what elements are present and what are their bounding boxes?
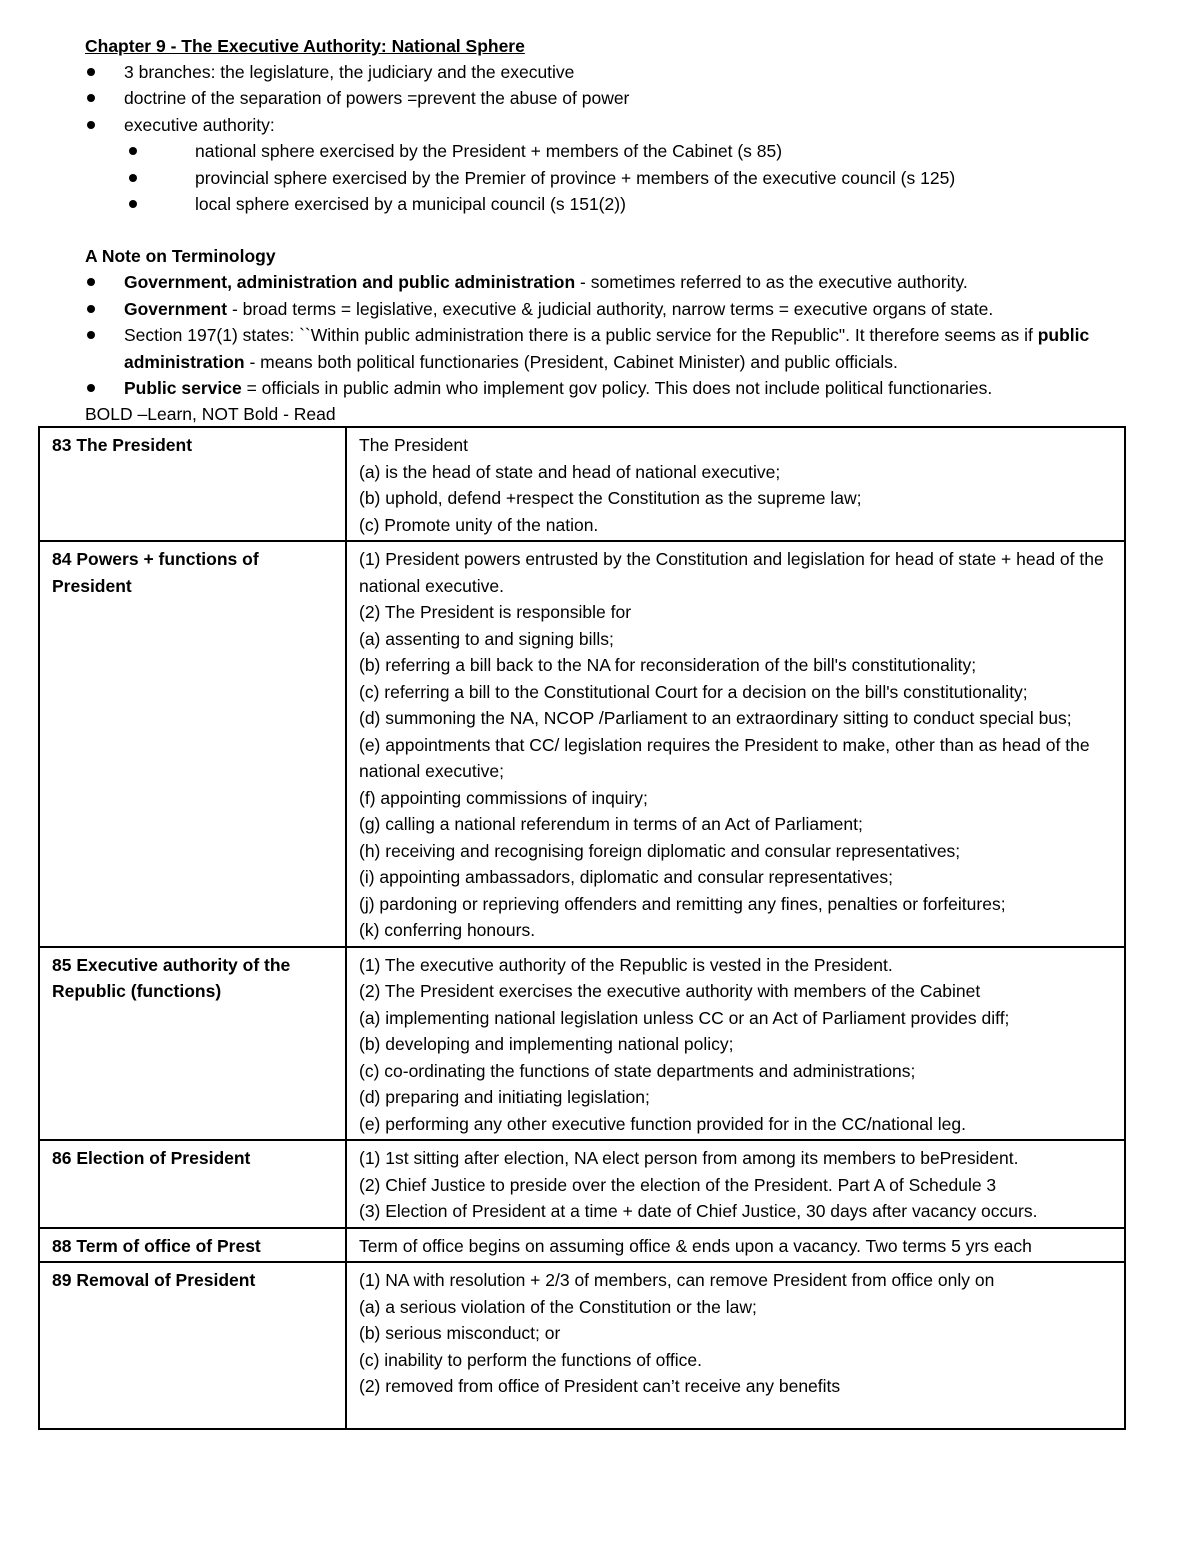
content-line: (a) is the head of state and head of national executive;	[359, 461, 781, 482]
bullet-icon	[87, 121, 95, 129]
bold-legend-note: BOLD –Learn, NOT Bold - Read	[85, 404, 336, 425]
content-line: (3) Election of President at a time + date of Chief Justice, 30 days after vacancy occurs.	[359, 1201, 1038, 1221]
terminology-heading: A Note on Terminology	[85, 246, 276, 267]
list-item: doctrine of the separation of powers =prevent the abuse of power	[85, 85, 1165, 111]
section-content-cell	[346, 541, 1125, 947]
table-row	[39, 427, 1125, 541]
content-line: (b) serious misconduct; or	[359, 1323, 561, 1343]
content-line: (h) receiving and recognising foreign diplomatic and consular representatives;	[359, 840, 961, 861]
section-heading-cell: 89 Removal of President	[39, 1262, 346, 1429]
list-item: Section 197(1) states: ``Within public administration there is a public service for the Republic". It therefore seems as if public administration - means both political functionaries (President, Cabinet Minister) and public officials.	[85, 322, 1165, 375]
content-line: (2) Chief Justice to preside over the election of the President. Part A of Schedule 3	[359, 1174, 997, 1195]
content-line: (a) implementing national legislation unless CC or an Act of Parliament provides diff;	[359, 1007, 1010, 1028]
content-line: (a) assenting to and signing bills;	[359, 628, 614, 649]
content-line: (1) 1st sitting after election, NA elect person from among its members to bePresident.	[359, 1148, 1019, 1168]
content-line: (a) a serious violation of the Constitution or the law;	[359, 1296, 757, 1317]
content-line: (1) President powers entrusted by the Constitution and legislation for head of state + head of the national executive.	[359, 549, 1104, 596]
section-heading-cell: 86 Election of President	[39, 1140, 346, 1228]
section-content-cell	[346, 1140, 1125, 1228]
bullet-icon	[129, 147, 137, 155]
bullet-icon	[87, 384, 95, 392]
content-line: (d) preparing and initiating legislation;	[359, 1087, 650, 1107]
bullet-icon	[129, 200, 137, 208]
content-line: (2) The President is responsible for	[359, 602, 632, 622]
list-item: Government, administration and public administration - sometimes referred to as the executive authority.	[85, 269, 1165, 295]
table-row	[39, 1228, 1125, 1263]
document-page	[85, 33, 1165, 427]
bullet-icon	[87, 278, 95, 286]
list-item: 3 branches: the legislature, the judiciary and the executive	[85, 59, 1165, 85]
sub-bullet-list	[85, 138, 1165, 217]
section-content-cell	[346, 427, 1125, 541]
content-line: (c) co-ordinating the functions of state departments and administrations;	[359, 1060, 916, 1081]
section-heading-cell: 83 The President	[39, 427, 346, 541]
section-content-cell	[346, 1228, 1125, 1263]
list-item: executive authority:	[85, 112, 1165, 138]
table-row	[39, 1140, 1125, 1228]
section-heading-cell: 85 Executive authority of the Republic (functions)	[39, 947, 346, 1141]
table-row	[39, 541, 1125, 947]
sections-table	[38, 426, 1126, 1430]
section-content-cell	[346, 947, 1125, 1141]
list-item: Government - broad terms = legislative, executive & judicial authority, narrow terms = executive organs of state.	[85, 296, 1165, 322]
content-line: (i) appointing ambassadors, diplomatic and consular representatives;	[359, 867, 894, 887]
bullet-icon	[87, 305, 95, 313]
bullet-icon	[87, 331, 95, 339]
list-item: national sphere exercised by the President + members of the Cabinet (s 85)	[85, 138, 1165, 164]
table-row	[39, 1262, 1125, 1429]
content-line: (e) performing any other executive function provided for in the CC/national leg.	[359, 1113, 966, 1134]
bullet-icon	[87, 94, 95, 102]
intro-bullet-list	[85, 59, 1165, 138]
bullet-icon	[129, 174, 137, 182]
table-row	[39, 947, 1125, 1141]
content-line: (2) removed from office of President can’t receive any benefits	[359, 1376, 841, 1396]
content-line: (j) pardoning or reprieving offenders and remitting any fines, penalties or forfeitures;	[359, 893, 1006, 914]
content-line: (b) developing and implementing national policy;	[359, 1034, 734, 1054]
list-item: provincial sphere exercised by the Premier of province + members of the executive council (s 125)	[85, 165, 1165, 191]
list-item: Public service = officials in public admin who implement gov policy. This does not include political functionaries.	[85, 375, 1165, 401]
list-item: local sphere exercised by a municipal council (s 151(2))	[85, 191, 1165, 217]
content-line: (1) NA with resolution + 2/3 of members, can remove President from office only on	[359, 1270, 995, 1290]
content-line: (2) The President exercises the executive authority with members of the Cabinet	[359, 981, 981, 1001]
content-line: (1) The executive authority of the Republic is vested in the President.	[359, 954, 893, 975]
content-line: (g) calling a national referendum in terms of an Act of Parliament;	[359, 814, 863, 834]
content-line: (k) conferring honours.	[359, 920, 536, 940]
content-line: (c) inability to perform the functions of office.	[359, 1349, 703, 1370]
content-line: (b) referring a bill back to the NA for reconsideration of the bill's constitutionality;	[359, 655, 977, 675]
chapter-title: Chapter 9 - The Executive Authority: National Sphere	[85, 36, 525, 56]
content-line: (b) uphold, defend +respect the Constitution as the supreme law;	[359, 488, 862, 508]
terminology-list	[85, 269, 1165, 401]
content-line: Term of office begins on assuming office & ends upon a vacancy. Two terms 5 yrs each	[359, 1235, 1032, 1256]
content-line: (c) Promote unity of the nation.	[359, 514, 599, 535]
section-content-cell	[346, 1262, 1125, 1429]
content-line: (f) appointing commissions of inquiry;	[359, 787, 648, 808]
content-line: (d) summoning the NA, NCOP /Parliament to an extraordinary sitting to conduct special bus;	[359, 708, 1072, 728]
content-line: The President	[359, 435, 468, 455]
section-heading-cell: 84 Powers + functions of President	[39, 541, 346, 947]
section-heading-cell: 88 Term of office of Prest	[39, 1228, 346, 1263]
content-line: (c) referring a bill to the Constitutional Court for a decision on the bill's constitutionality;	[359, 681, 1028, 702]
content-line: (e) appointments that CC/ legislation requires the President to make, other than as head of the national executive;	[359, 734, 1090, 781]
bullet-icon	[87, 68, 95, 76]
